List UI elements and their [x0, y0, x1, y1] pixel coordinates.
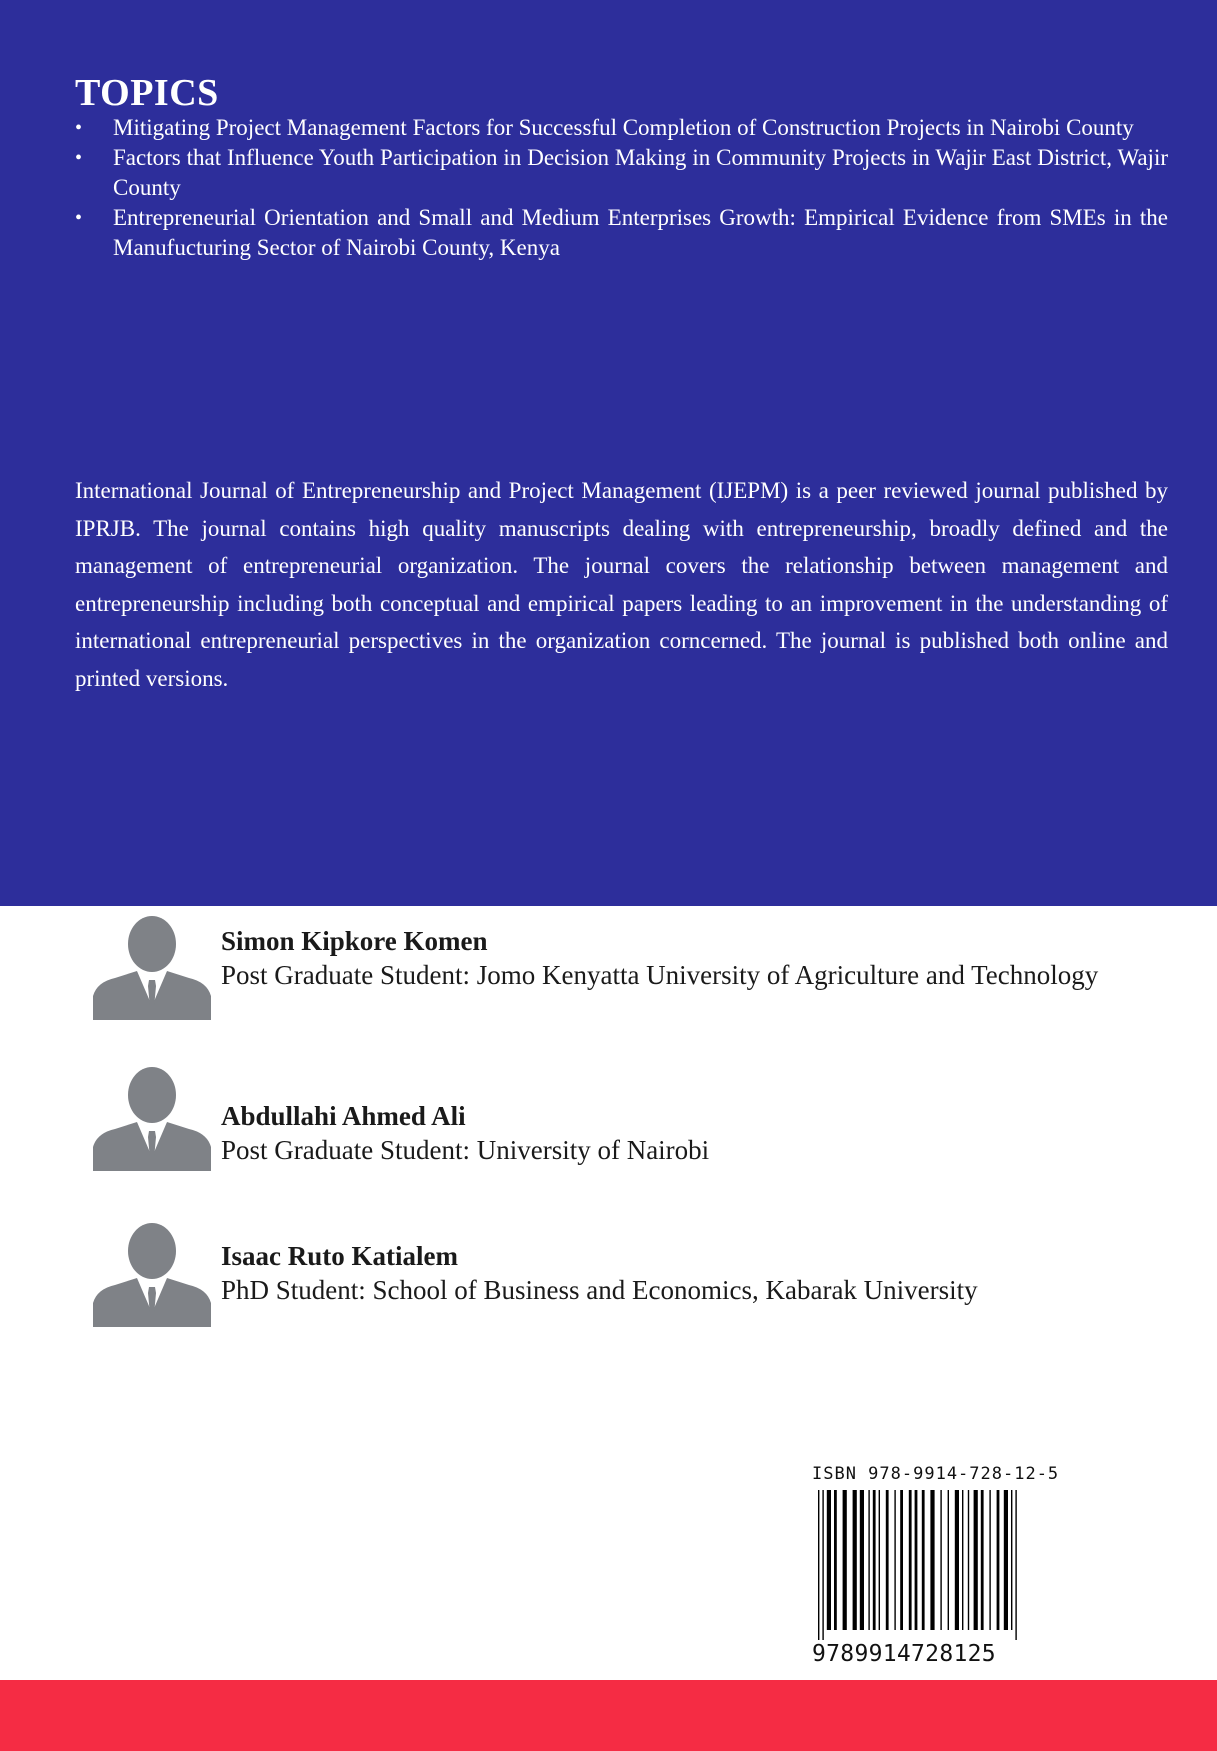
- author-name: Abdullahi Ahmed Ali: [221, 1101, 466, 1131]
- topic-item: [75, 113, 1168, 143]
- barcode-bar: [955, 1490, 959, 1630]
- barcode-bar: [868, 1490, 869, 1630]
- author-role: Post Graduate Student: Jomo Kenyatta University of Agriculture and Technology: [221, 960, 1099, 990]
- barcode-bar: [940, 1490, 941, 1630]
- person-silhouette-icon: [93, 916, 211, 1020]
- barcode-bar: [827, 1490, 831, 1630]
- barcode-bar: [989, 1490, 990, 1630]
- bullet-icon: •: [75, 147, 83, 169]
- barcode-bar: [1015, 1490, 1016, 1640]
- barcode-bar: [843, 1490, 847, 1630]
- barcode-bar: [930, 1490, 934, 1630]
- barcode-bar: [853, 1490, 857, 1630]
- barcode-bar: [997, 1490, 1000, 1630]
- topic-item: [75, 143, 1168, 203]
- topic-text: Entrepreneurial Orientation and Small and Medium Enterprises Growth: Empirical Evidence from SMEs in the Manufucturing Sector of Nairobi County, Kenya: [113, 205, 1168, 260]
- barcode-bar: [974, 1490, 978, 1630]
- barcode-bar: [915, 1490, 918, 1630]
- barcode-bar: [873, 1490, 876, 1630]
- person-silhouette-icon: [93, 1223, 211, 1327]
- barcode-image: [810, 1490, 1042, 1665]
- barcode-bar: [962, 1490, 963, 1630]
- barcode-bar: [900, 1490, 903, 1630]
- isbn-label: ISBN 978-9914-728-12-5: [812, 1464, 1060, 1484]
- bullet-icon: •: [75, 117, 83, 139]
- author-name: Isaac Ruto Katialem: [221, 1241, 458, 1271]
- author-role: Post Graduate Student: University of Nairobi: [221, 1135, 710, 1165]
- author-info: [221, 1099, 1101, 1168]
- barcode-bar: [834, 1490, 837, 1630]
- topic-item: [75, 203, 1168, 263]
- bullet-icon: •: [75, 207, 83, 229]
- isbn-barcode-block: [810, 1460, 1060, 1665]
- barcode-bar: [948, 1490, 949, 1630]
- author-info: [221, 1239, 1101, 1308]
- barcode-bar: [968, 1490, 969, 1630]
- author-role: PhD Student: School of Business and Economics, Kabarak University: [221, 1275, 978, 1305]
- barcode-bar: [879, 1490, 880, 1630]
- topics-list: [75, 113, 1168, 263]
- barcode-bar: [860, 1490, 864, 1630]
- barcode-bar: [981, 1490, 984, 1630]
- barcode-bar: [894, 1490, 895, 1630]
- barcode-bar: [922, 1490, 925, 1630]
- barcode-bar: [822, 1490, 823, 1640]
- author-info: [221, 924, 1101, 993]
- topics-heading: TOPICS: [75, 72, 219, 114]
- author-name: Simon Kipkore Komen: [221, 926, 488, 956]
- barcode-bar: [818, 1490, 819, 1640]
- barcode-bar: [1011, 1490, 1012, 1630]
- person-silhouette-icon: [93, 1067, 211, 1171]
- barcode-digits: 9789914728125: [812, 1641, 996, 1665]
- journal-description: International Journal of Entrepreneurship and Project Management (IJEPM) is a peer reviewed journal published by IPRJB. The journal contains high quality manuscripts dealing with entrepreneurship, broadly defined and the management of entrepreneurial organization. The journal covers the relationship between management and entrepreneurship including both conceptual and empirical papers leading to an improvement in the understanding of international entrepreneurial perspectives in the organization corncerned. The journal is published both online and printed versions.: [75, 478, 1168, 691]
- barcode-bar: [1004, 1490, 1008, 1630]
- cover-bottom-bar: [0, 1680, 1217, 1751]
- topic-text: Factors that Influence Youth Participation in Decision Making in Community Projects in Wajir East District, Wajir County: [113, 145, 1168, 200]
- barcode-bar: [909, 1490, 912, 1630]
- topic-text: Mitigating Project Management Factors for Successful Completion of Construction Projects in Nairobi County: [113, 115, 1134, 140]
- barcode-bar: [886, 1490, 889, 1630]
